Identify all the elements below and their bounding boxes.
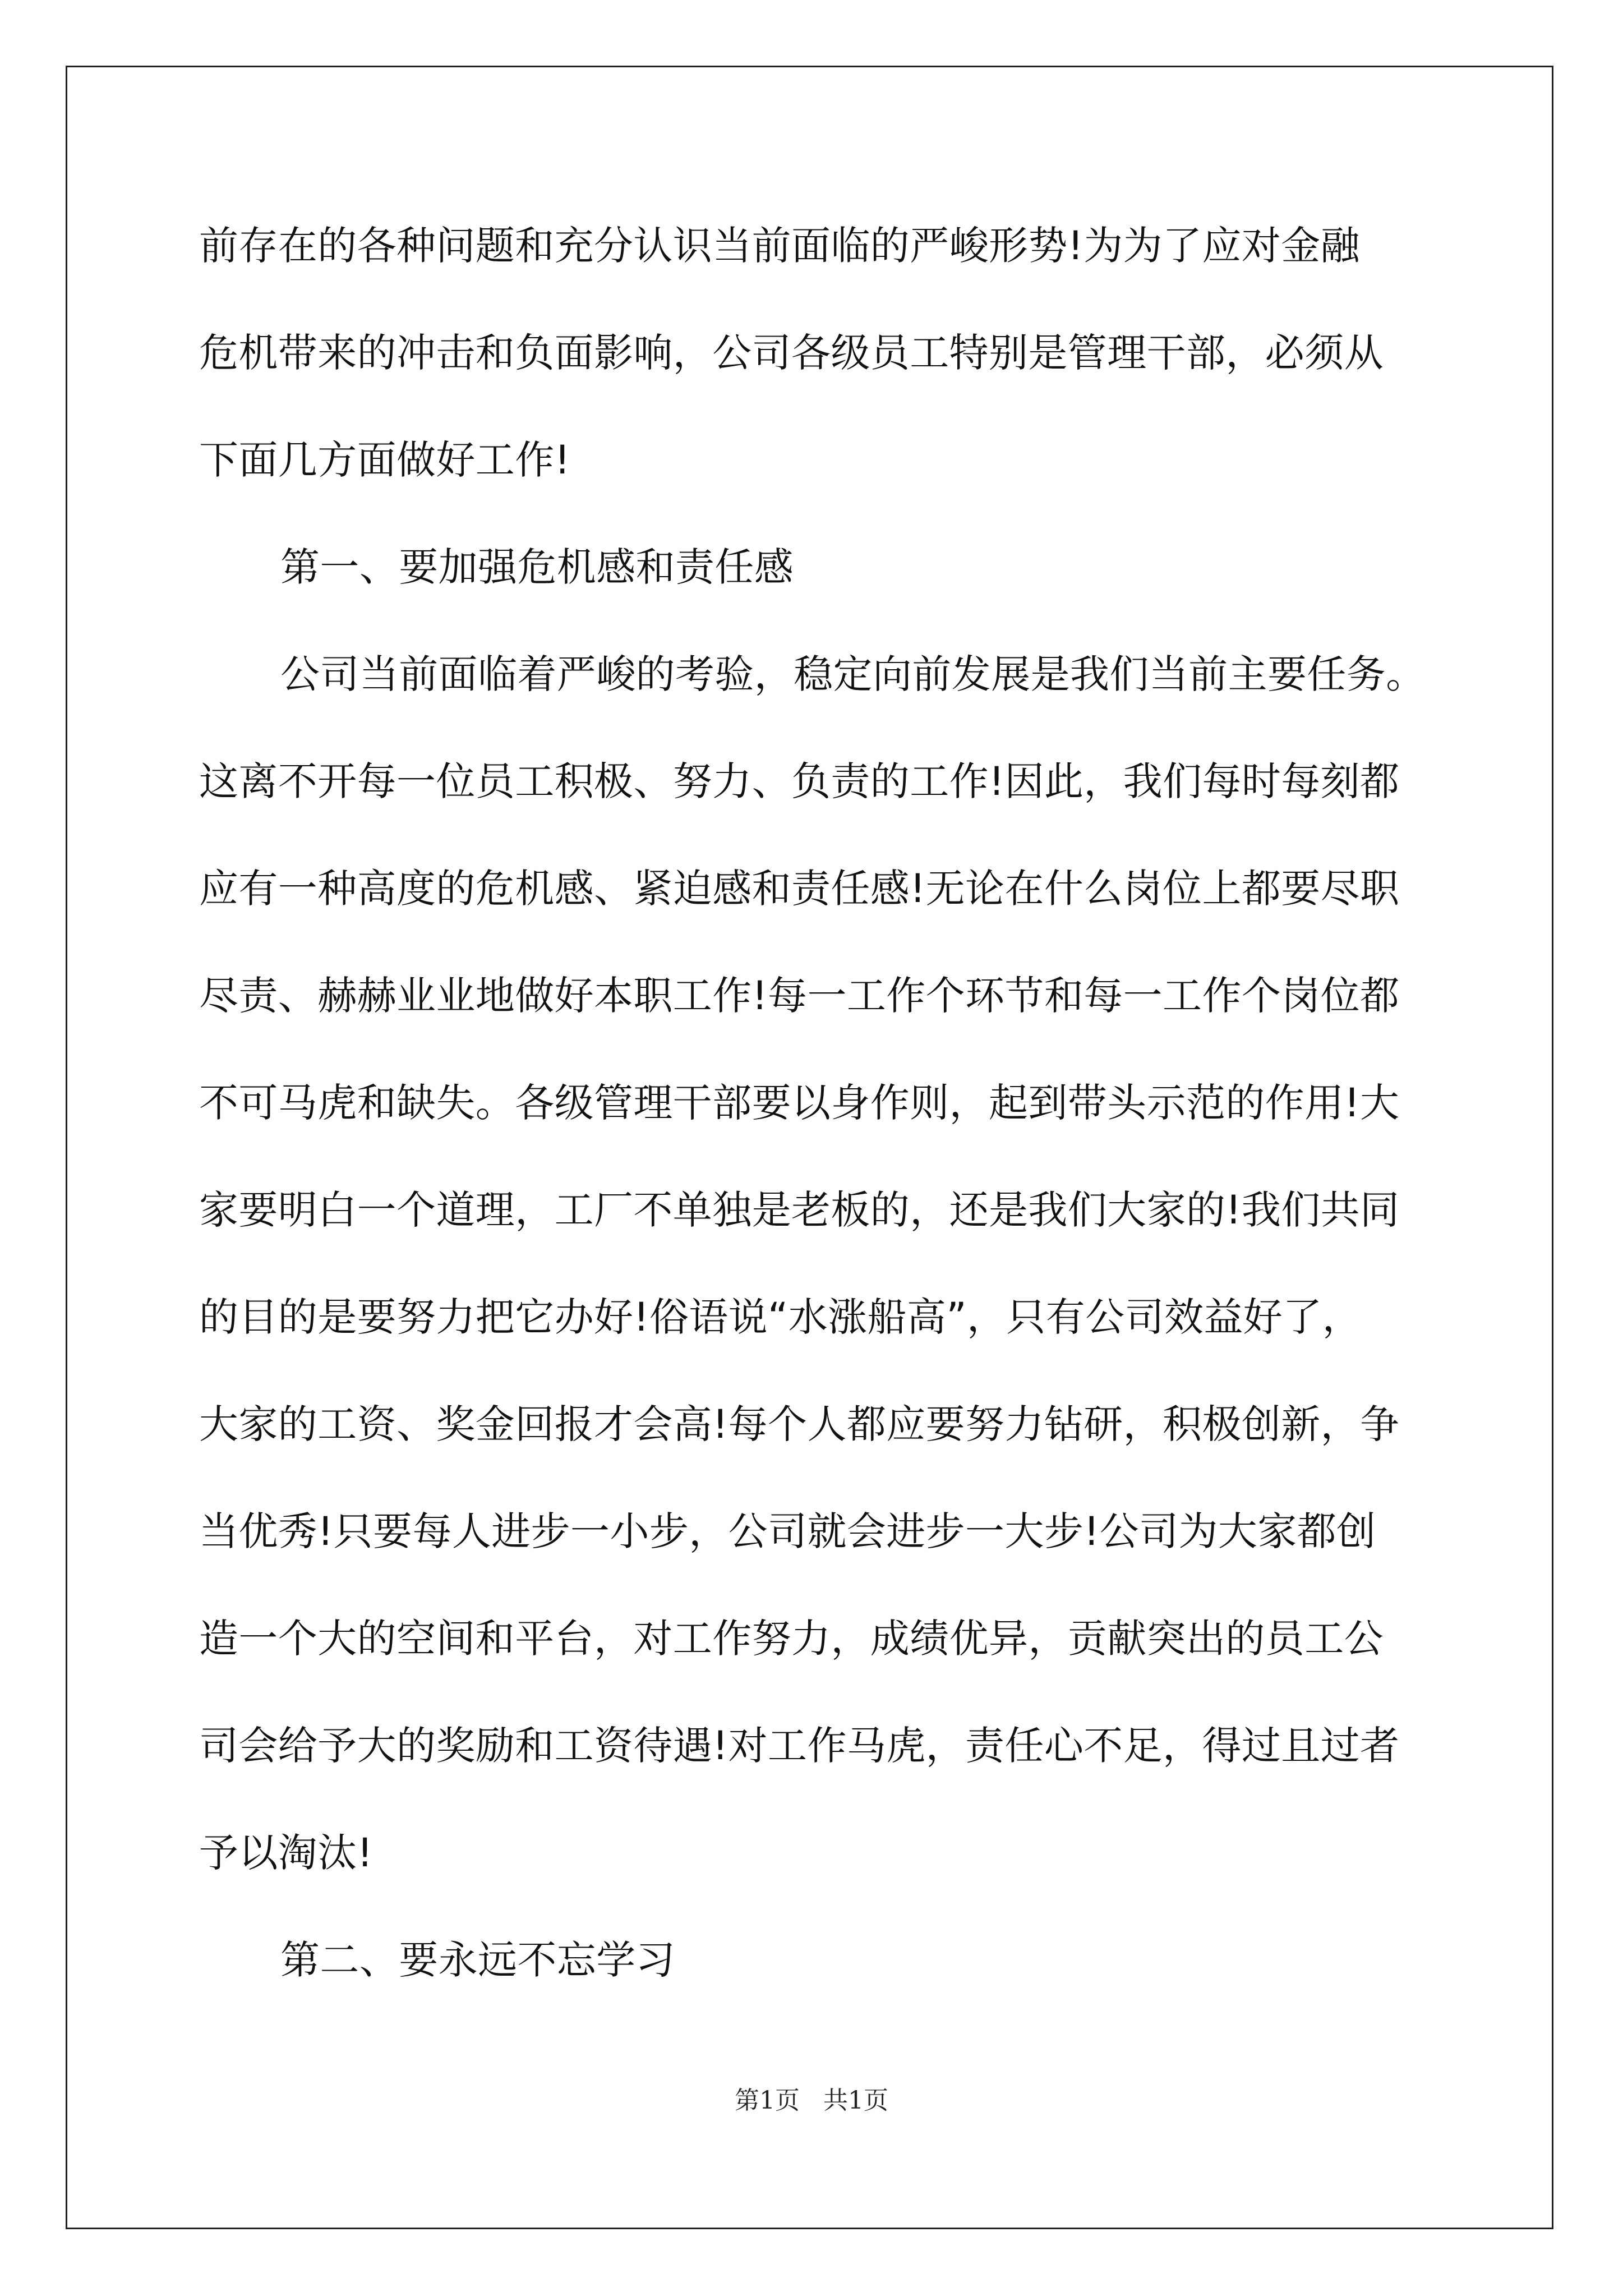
- text-line: 前存在的各种问题和充分认识当前面临的严峻形势!为为了应对金融: [199, 223, 1361, 269]
- text-line: 造一个大的空间和平台，对工作努力，成绩优异，贡献突出的员工公: [199, 1616, 1384, 1662]
- page-footer: [0, 2084, 1623, 2118]
- text-line: 予以淘汰!: [199, 1830, 374, 1876]
- text-line: 下面几方面做好工作!: [199, 437, 571, 483]
- text-line: 应有一种高度的危机感、紧迫感和责任感!无论在什么岗位上都要尽职: [199, 866, 1400, 912]
- text-line: 的目的是要努力把它办好!俗语说“水涨船高”，只有公司效益好了，: [199, 1294, 1362, 1340]
- text-line: 不可马虎和缺失。各级管理干部要以身作则，起到带头示范的作用!大: [199, 1080, 1400, 1126]
- text-line: 家要明白一个道理，工厂不单独是老板的，还是我们大家的!我们共同: [199, 1187, 1400, 1233]
- text-line: 当优秀!只要每人进步一小步，公司就会进步一大步!公司为大家都创: [199, 1508, 1376, 1554]
- text-line: 大家的工资、奖金回报才会高!每个人都应要努力钻研，积极创新，争: [199, 1401, 1400, 1447]
- page-border: [66, 66, 1553, 2229]
- section-heading: 第二、要永远不忘学习: [280, 1937, 675, 1983]
- text-line: 公司当前面临着严峻的考验，稳定向前发展是我们当前主要任务。: [280, 651, 1426, 697]
- page-number-total: 共1页: [823, 2086, 888, 2115]
- text-line: 司会给予大的奖励和工资待遇!对工作马虎，责任心不足，得过且过者: [199, 1723, 1400, 1769]
- text-line: 尽责、赫赫业业地做好本职工作!每一工作个环节和每一工作个岗位都: [199, 973, 1400, 1019]
- text-line: 这离不开每一位员工积极、努力、负责的工作!因此，我们每时每刻都: [199, 758, 1400, 804]
- section-heading: 第一、要加强危机感和责任感: [280, 544, 794, 590]
- text-line: 危机带来的冲击和负面影响，公司各级员工特别是管理干部，必须从: [199, 330, 1384, 376]
- page-number-current: 第1页: [735, 2086, 800, 2115]
